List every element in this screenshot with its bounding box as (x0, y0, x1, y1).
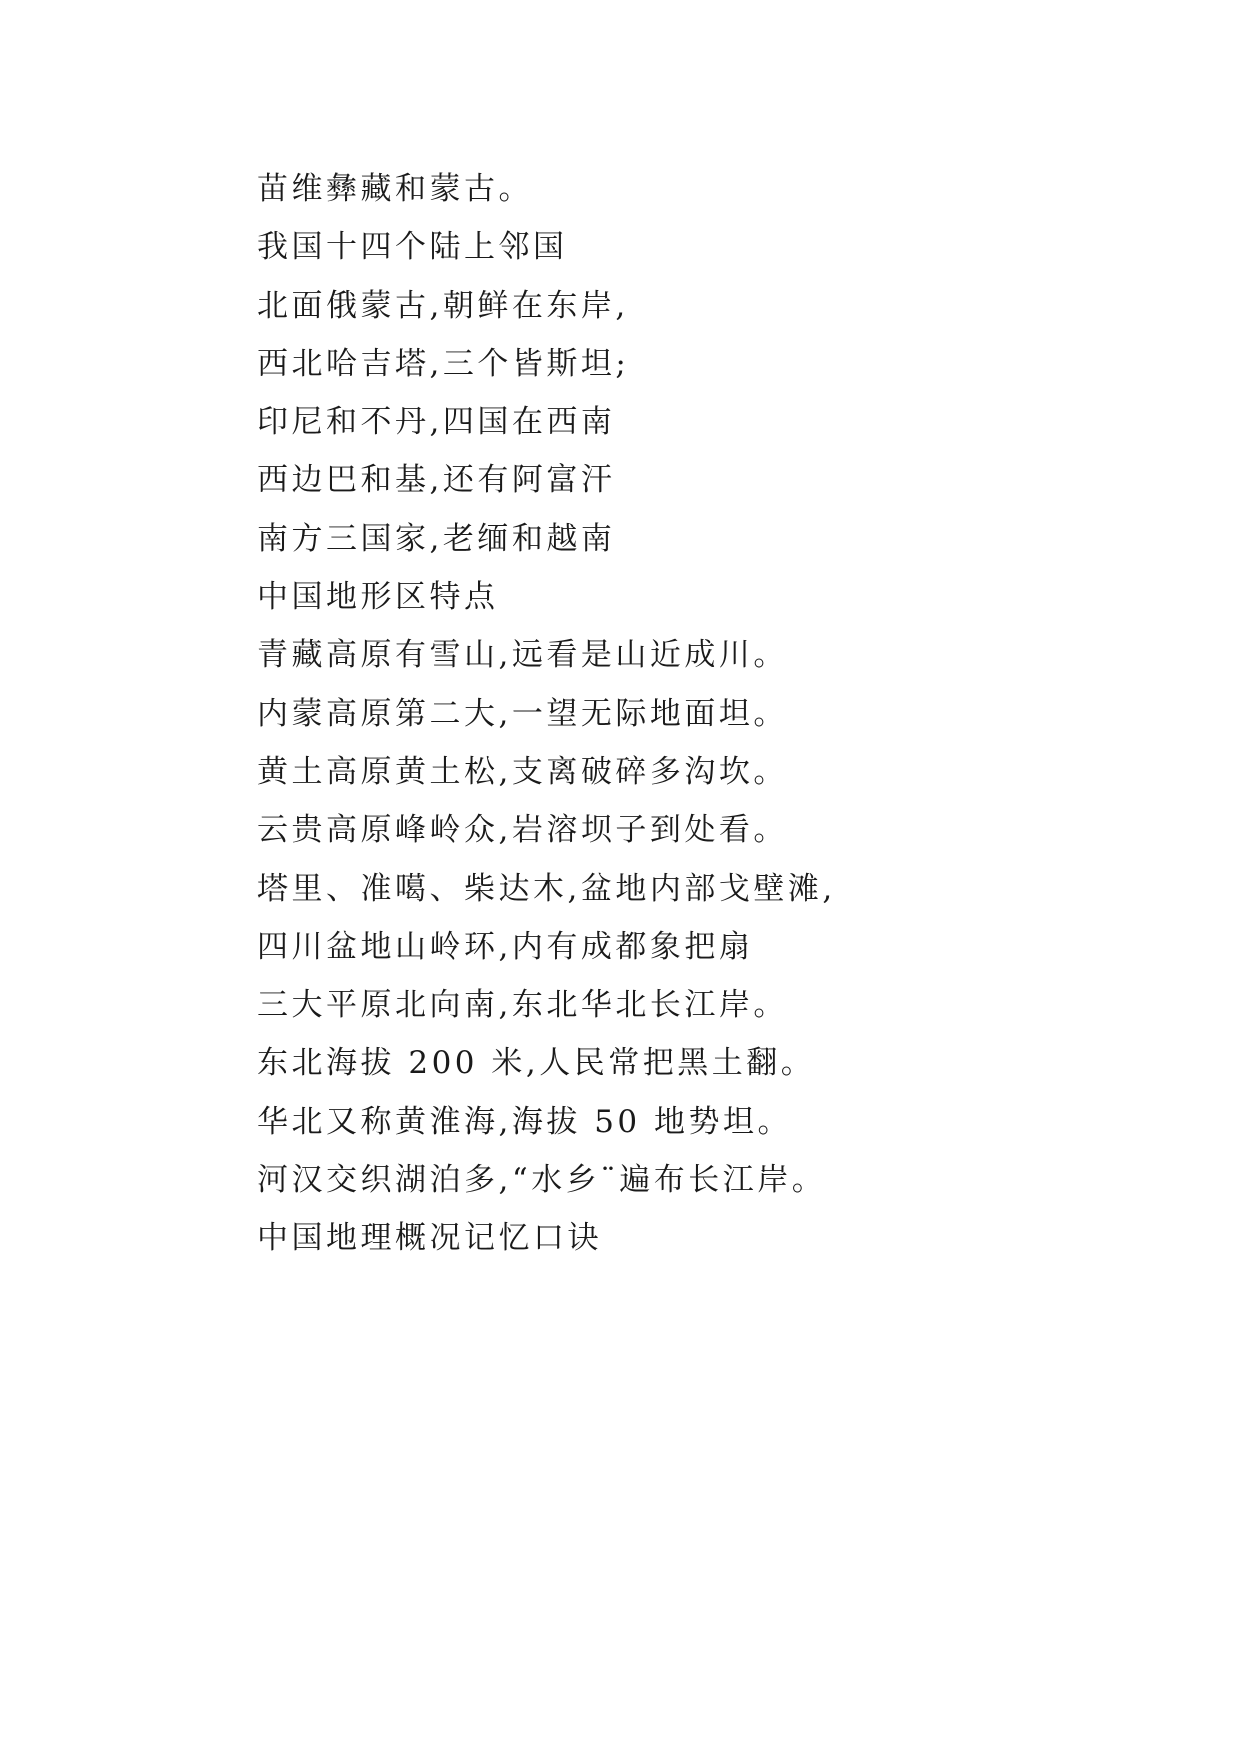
text-line: 河汉交织湖泊多,“水乡¨遍布长江岸。 (257, 1162, 827, 1199)
text-line: 四川盆地山岭环,内有成都象把扇 (257, 928, 754, 965)
text-line: 黄土高原黄土松,支离破碎多沟坎。 (257, 753, 788, 790)
text-line: 南方三国家,老缅和越南 (257, 520, 616, 557)
text-line: 印尼和不丹,四国在西南 (257, 404, 616, 441)
text-line: 塔里、准噶、柴达木,盆地内部戈壁滩, (257, 870, 836, 907)
text-line: 中国地理概况记忆口诀 (257, 1220, 602, 1257)
text-line: 苗维彝藏和蒙古。 (257, 171, 533, 207)
text-line: 西边巴和基,还有阿富汗 (257, 462, 616, 499)
text-line: 东北海拔 200 米,人民常把黑土翻。 (257, 1045, 816, 1082)
text-line: 三大平原北向南,东北华北长江岸。 (257, 987, 788, 1024)
text-line: 中国地形区特点 (257, 579, 499, 616)
text-line: 云贵高原峰岭众,岩溶坝子到处看。 (257, 812, 788, 849)
text-line: 华北又称黄淮海,海拔 50 地势坦。 (257, 1103, 793, 1140)
text-line: 青藏高原有雪山,远看是山近成川。 (257, 637, 788, 674)
document-body (257, 160, 1157, 1268)
text-line: 内蒙高原第二大,一望无际地面坦。 (257, 695, 788, 732)
text-line: 我国十四个陆上邻国 (257, 229, 568, 266)
text-line: 北面俄蒙古,朝鲜在东岸, (257, 287, 629, 324)
text-line: 西北哈吉塔,三个皆斯坦; (257, 345, 630, 382)
